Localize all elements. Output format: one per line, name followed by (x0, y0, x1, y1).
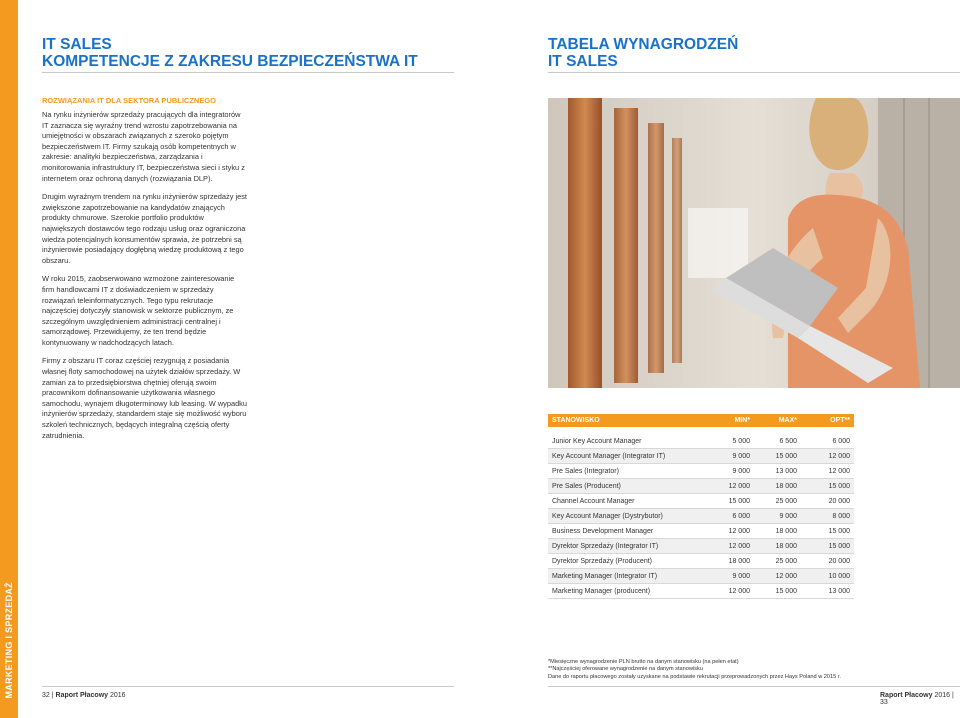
cell-opt: 12 000 (828, 452, 850, 460)
footnote: *Miesięczne wynagrodzenie PLN brutto na danym stanowisku (na pełen etat) (548, 659, 739, 665)
cell-min: 18 000 (728, 557, 750, 565)
right-heading-divider (548, 72, 960, 73)
header-opt: OPT** (830, 417, 850, 424)
table-footnotes (548, 659, 948, 681)
cell-opt: 10 000 (828, 572, 850, 580)
cell-min: 9 000 (732, 572, 750, 580)
left-footer-divider (42, 686, 454, 687)
cell-position: Key Account Manager (Dystrybutor) (552, 512, 663, 520)
section-title: ROZWIĄZANIA IT DLA SEKTORA PUBLICZNEGO (42, 96, 217, 105)
left-page-number: 32 (42, 692, 50, 699)
cell-opt: 12 000 (828, 467, 850, 475)
table-row (548, 554, 854, 569)
body-paragraph: W roku 2015, zaobserwowano wzmożone zainteresowanie firm handlowcami IT z doświadczeniem w sprzedaży rozwiązań teleinformatycznych. Tego typu rekrutacje najczęściej dotyczyły stanowisk w sektorze publicznym, ze szczególnym uwzględnieniem administracji centralnej i samorządowej. Przewidujemy, że ten trend będzie kontynuowany w nadchodzących latach. (42, 274, 235, 347)
header-max: MAX* (778, 417, 797, 424)
table-row (548, 539, 854, 554)
cell-min: 5 000 (732, 437, 750, 445)
cell-max: 9 000 (779, 512, 797, 520)
table-row (548, 584, 854, 599)
footnote: Dane do raportu płacowego zostały uzyskane na podstawie rekrutacji przeprowadzonych przez Hays Poland w 2015 r. (548, 673, 841, 680)
cell-opt: 15 000 (828, 527, 850, 535)
cell-opt: 15 000 (828, 482, 850, 490)
right-footer-title: Raport Płacowy (880, 692, 933, 699)
right-footer-year: 2016 (934, 692, 951, 699)
left-footer-year: 2016 (109, 692, 126, 699)
cell-position: Dyrektor Sprzedaży (Integrator IT) (552, 542, 659, 550)
cell-min: 12 000 (728, 587, 750, 595)
cell-opt: 13 000 (828, 587, 850, 595)
cell-position: Pre Sales (Producent) (552, 482, 621, 490)
table-header-row (548, 414, 854, 427)
table-row (548, 464, 854, 479)
header-min: MIN* (734, 417, 750, 424)
cell-max: 18 000 (775, 482, 797, 490)
cell-position: Dyrektor Sprzedaży (Producent) (552, 557, 652, 565)
salary-table (548, 414, 854, 599)
left-page-heading (42, 36, 454, 70)
cell-opt: 20 000 (828, 497, 850, 505)
body-paragraph: Drugim wyraźnym trendem na rynku inżynierów sprzedaży jest zwiększone zapotrzebowanie na kandydatów znających produkty chmurowe. Szerokie portfolio produktów największych dostawców tego rodzaju usług oraz ograniczona wiedza potencjalnych konsumentów sprawia, że potrzebni są inżynierowie posiadający dogłębną wiedzę produktową z tego obszaru. (42, 192, 247, 265)
cell-max: 15 000 (775, 587, 797, 595)
table-row (548, 524, 854, 539)
cell-position: Key Account Manager (Integrator IT) (552, 452, 666, 460)
table-row (548, 509, 854, 524)
cell-max: 25 000 (775, 497, 797, 505)
side-section-label (1, 581, 17, 699)
right-heading-line1: TABELA WYNAGRODZEŃ (548, 36, 739, 53)
side-label-text: MARKETING I SPRZEDAŻ (4, 581, 14, 699)
cell-opt: 8 000 (832, 512, 850, 520)
table-row (548, 434, 854, 449)
right-footer-divider (548, 686, 960, 687)
cell-max: 12 000 (775, 572, 797, 580)
header-stanowisko: STANOWISKO (552, 417, 600, 424)
table-row (548, 494, 854, 509)
cell-min: 12 000 (728, 482, 750, 490)
body-paragraph: Firmy z obszaru IT coraz częściej rezygnują z posiadania własnej floty samochodowej na użytek działów sprzedaży. W zamian za to przedsiębiorstwa chętniej oferują swoim pracownikom dofinansowanie użytkowania własnego samochodu, wynajem długoterminowy lub leasing. W wypadku inżynierów sprzedaży, standardem staje się możliwość wyboru szkoleń technicznych, będących integralną częścią oferty zatrudnienia. (42, 356, 247, 440)
left-footer: 32 | Raport Płacowy 2016 (42, 692, 126, 699)
cell-max: 18 000 (775, 542, 797, 550)
table-row (548, 569, 854, 584)
cell-min: 15 000 (728, 497, 750, 505)
cell-opt: 20 000 (828, 557, 850, 565)
cell-position: Pre Sales (Integrator) (552, 467, 619, 475)
cell-position: Marketing Manager (Integrator IT) (552, 572, 658, 580)
table-row (548, 479, 854, 494)
left-heading-line1: IT SALES (42, 36, 112, 53)
right-page-number: 33 (880, 699, 888, 706)
cell-min: 6 000 (732, 512, 750, 520)
right-page-heading (548, 36, 960, 70)
right-heading-line2: IT SALES (548, 53, 618, 70)
cell-max: 18 000 (775, 527, 797, 535)
body-text-column (42, 110, 247, 449)
body-paragraph: Na rynku inżynierów sprzedaży pracujących dla integratorów IT zaznacza się wyraźny trend wzrostu zapotrzebowania na umiejętności w obszarach związanych z szeroko pojętym bezpieczeństwem IT. Firmy szukają osób kompetentnych w zakresie: analityki bezpieczeństwa, zarządzania i monitorowania infrastruktury IT, bezpieczeństwa sieci i styku z internetem oraz ochroną danych (rozwiązania DLP). (42, 110, 245, 183)
office-photo (548, 98, 960, 388)
cell-opt: 15 000 (828, 542, 850, 550)
cell-min: 9 000 (732, 467, 750, 475)
cell-min: 12 000 (728, 542, 750, 550)
cell-max: 15 000 (775, 452, 797, 460)
left-heading-line2: KOMPETENCJE Z ZAKRESU BEZPIECZEŃSTWA IT (42, 53, 418, 70)
cell-max: 25 000 (775, 557, 797, 565)
cell-position: Channel Account Manager (552, 497, 635, 505)
cell-min: 12 000 (728, 527, 750, 535)
cell-position: Marketing Manager (producent) (552, 587, 651, 595)
left-heading-divider (42, 72, 454, 73)
right-footer: Raport Płacowy 2016 | 33 (880, 692, 954, 706)
cell-max: 6 500 (779, 437, 797, 445)
cell-opt: 6 000 (832, 437, 850, 445)
table-row (548, 449, 854, 464)
cell-min: 9 000 (732, 452, 750, 460)
left-footer-title: Raport Płacowy (55, 692, 109, 699)
cell-position: Business Development Manager (552, 527, 654, 535)
cell-max: 13 000 (775, 467, 797, 475)
footnote: **Najczęściej oferowane wynagrodzenie na danym stanowisku (548, 666, 703, 673)
cell-position: Junior Key Account Manager (552, 437, 642, 445)
